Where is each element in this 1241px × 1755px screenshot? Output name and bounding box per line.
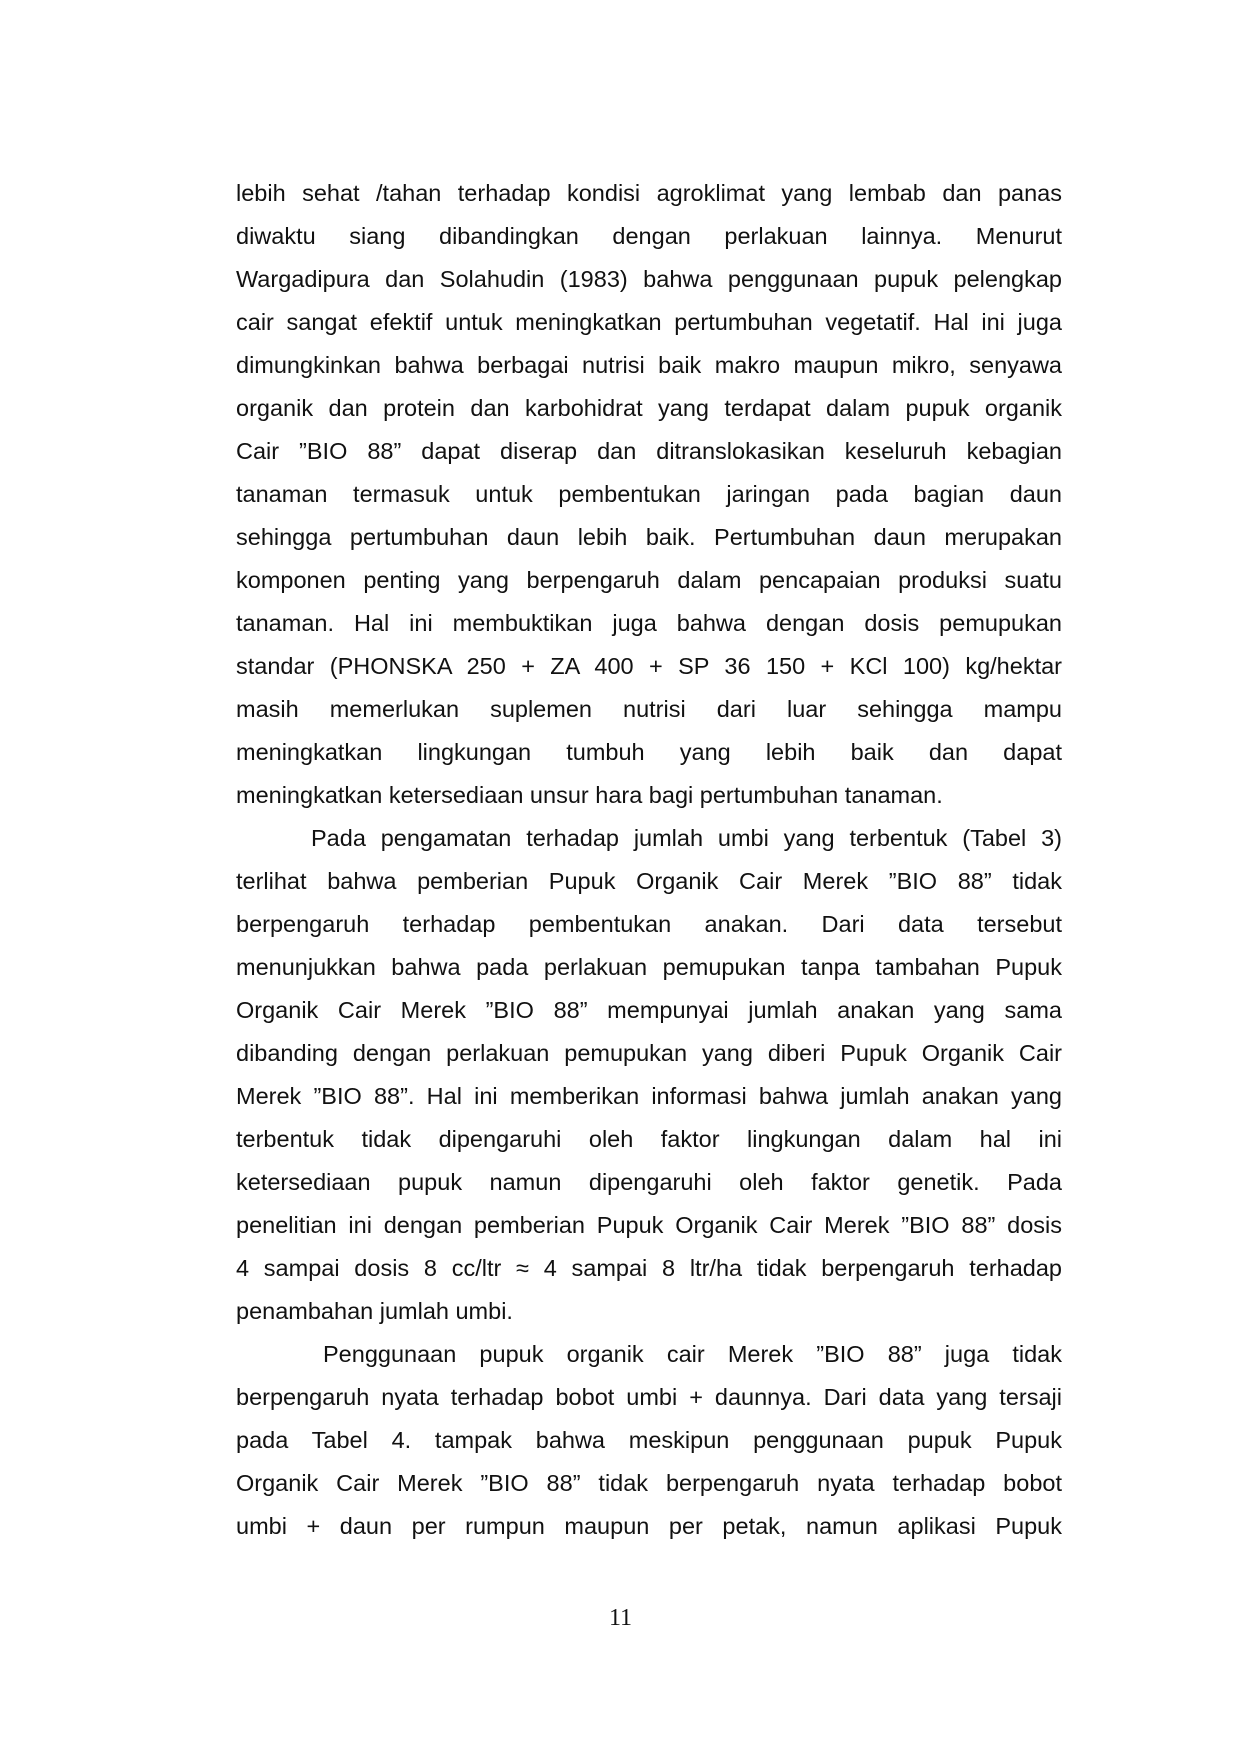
- paragraph: [236, 1333, 1062, 1548]
- text-line: Cair ”BIO 88” dapat diserap dan ditranslokasikan keseluruh kebagian: [236, 438, 1062, 464]
- text-line: meningkatkan ketersediaan unsur hara bagi pertumbuhan tanaman.: [236, 782, 943, 808]
- text-line: 4 sampai dosis 8 cc/ltr ≈ 4 sampai 8 ltr/ha tidak berpengaruh terhadap: [236, 1255, 1062, 1281]
- text-line: cair sangat efektif untuk meningkatkan pertumbuhan vegetatif. Hal ini juga: [236, 309, 1062, 335]
- text-line: Organik Cair Merek ”BIO 88” mempunyai jumlah anakan yang sama: [236, 997, 1062, 1023]
- text-line: penambahan jumlah umbi.: [236, 1298, 513, 1324]
- text-line: umbi + daun per rumpun maupun per petak, namun aplikasi Pupuk: [236, 1513, 1062, 1539]
- text-line: sehingga pertumbuhan daun lebih baik. Pertumbuhan daun merupakan: [236, 524, 1062, 550]
- text-line: menunjukkan bahwa pada perlakuan pemupukan tanpa tambahan Pupuk: [236, 954, 1062, 980]
- paragraph: [236, 172, 1062, 817]
- text-line: Organik Cair Merek ”BIO 88” tidak berpengaruh nyata terhadap bobot: [236, 1470, 1062, 1496]
- text-line: meningkatkan lingkungan tumbuh yang lebih baik dan dapat: [236, 739, 1062, 765]
- text-line: berpengaruh nyata terhadap bobot umbi + daunnya. Dari data yang tersaji: [236, 1384, 1062, 1410]
- text-line: dibanding dengan perlakuan pemupukan yang diberi Pupuk Organik Cair: [236, 1040, 1062, 1066]
- text-line: organik dan protein dan karbohidrat yang terdapat dalam pupuk organik: [236, 395, 1062, 421]
- text-line: Wargadipura dan Solahudin (1983) bahwa penggunaan pupuk pelengkap: [236, 266, 1062, 292]
- text-line: dimungkinkan bahwa berbagai nutrisi baik makro maupun mikro, senyawa: [236, 352, 1062, 378]
- text-line: terbentuk tidak dipengaruhi oleh faktor lingkungan dalam hal ini: [236, 1126, 1062, 1152]
- text-line: Merek ”BIO 88”. Hal ini memberikan informasi bahwa jumlah anakan yang: [236, 1083, 1062, 1109]
- text-line: ketersediaan pupuk namun dipengaruhi oleh faktor genetik. Pada: [236, 1169, 1062, 1195]
- text-line: masih memerlukan suplemen nutrisi dari luar sehingga mampu: [236, 696, 1062, 722]
- text-line: Penggunaan pupuk organik cair Merek ”BIO 88” juga tidak: [323, 1341, 1062, 1367]
- text-line: diwaktu siang dibandingkan dengan perlakuan lainnya. Menurut: [236, 223, 1062, 249]
- text-line: pada Tabel 4. tampak bahwa meskipun penggunaan pupuk Pupuk: [236, 1427, 1062, 1453]
- text-line: penelitian ini dengan pemberian Pupuk Organik Cair Merek ”BIO 88” dosis: [236, 1212, 1062, 1238]
- text-line: standar (PHONSKA 250 + ZA 400 + SP 36 150 + KCl 100) kg/hektar: [236, 653, 1062, 679]
- text-line: berpengaruh terhadap pembentukan anakan. Dari data tersebut: [236, 911, 1062, 937]
- page-number: 11: [608, 1605, 633, 1631]
- text-line: terlihat bahwa pemberian Pupuk Organik Cair Merek ”BIO 88” tidak: [236, 868, 1062, 894]
- text-line: Pada pengamatan terhadap jumlah umbi yang terbentuk (Tabel 3): [311, 825, 1062, 851]
- text-line: tanaman. Hal ini membuktikan juga bahwa dengan dosis pemupukan: [236, 610, 1062, 636]
- text-line: tanaman termasuk untuk pembentukan jaringan pada bagian daun: [236, 481, 1062, 507]
- page-body: [236, 172, 1062, 1548]
- text-line: lebih sehat /tahan terhadap kondisi agroklimat yang lembab dan panas: [236, 180, 1062, 206]
- paragraph: [236, 817, 1062, 1333]
- text-line: komponen penting yang berpengaruh dalam pencapaian produksi suatu: [236, 567, 1062, 593]
